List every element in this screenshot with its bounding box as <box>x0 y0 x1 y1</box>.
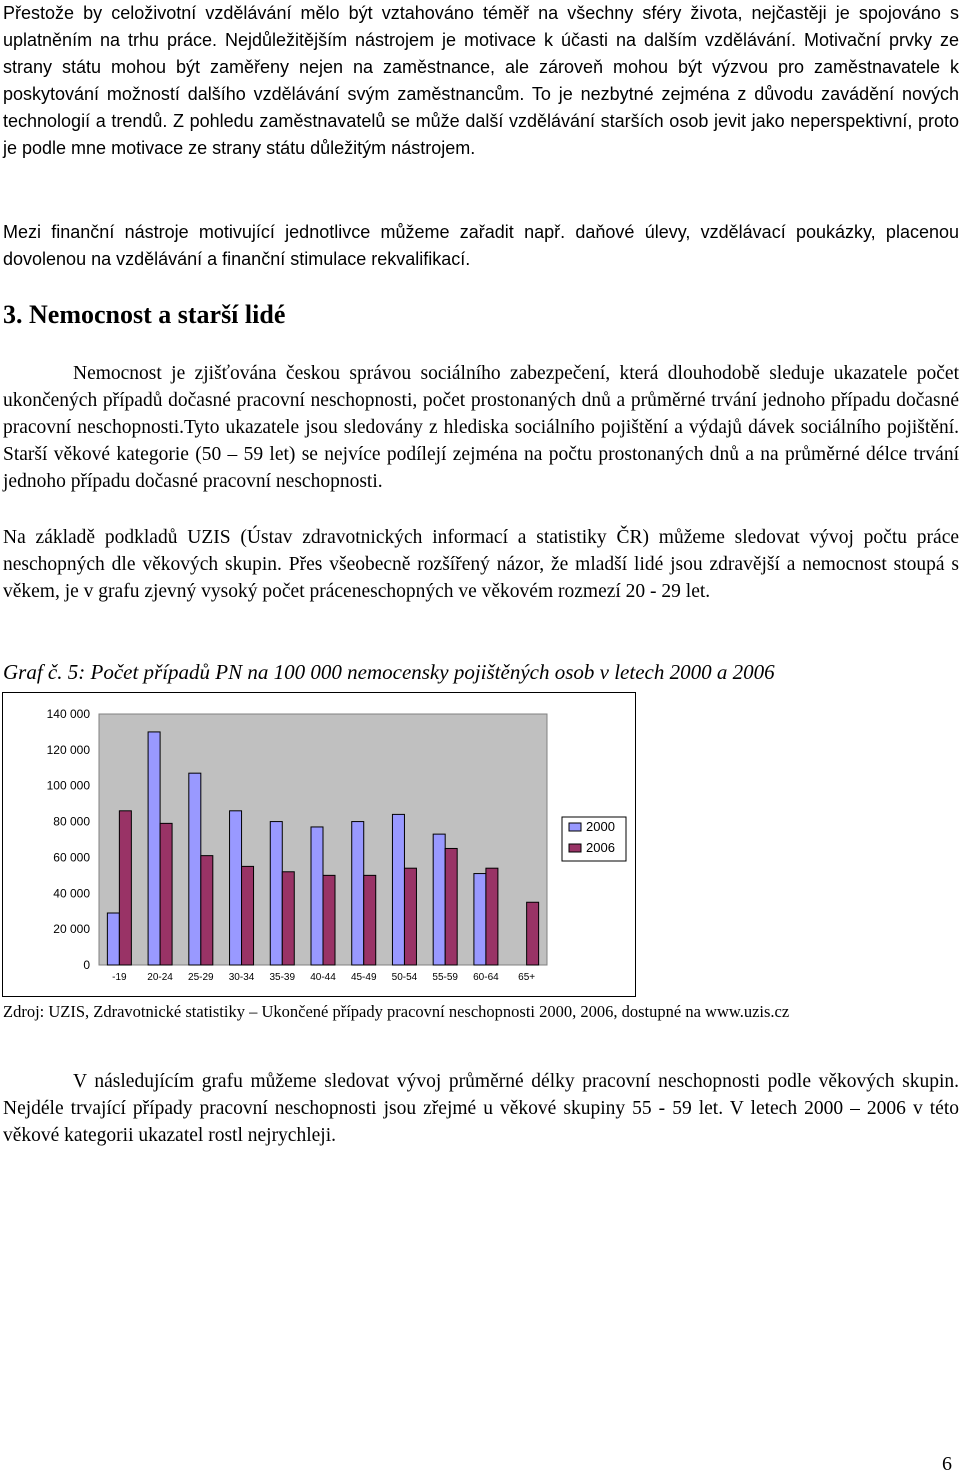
x-tick-label: -19 <box>112 972 127 983</box>
intro-paragraph: Přestože by celoživotní vzdělávání mělo být vztahováno téměř na všechny sféry života, nejčastěji je spojováno s uplatněním na trhu práce. Nejdůležitějším nástrojem je motivace k účasti na dalším vzdělávání. Motivační prvky ze strany státu mohou být zaměřeny nejen na zaměstnance, ale zároveň mohou být výzvou pro zaměstnavatele k poskytování možností dalšího vzdělávání svým zaměstnancům. To je nezbytné zejména z důvodu zavádění nových technologií a trendů. Z pohledu zaměstnavatelů se může další vzdělávání starších osob jevit jako neperspektivní, proto je podle mne motivace ze strany státu důležitým nástrojem. <box>3 3 959 158</box>
bar-2006-55-59 <box>445 848 457 965</box>
x-tick-label: 45-49 <box>350 972 377 983</box>
x-tick-label: 65+ <box>518 972 536 983</box>
page-number: 6 <box>942 1453 952 1475</box>
x-tick-label: 30-34 <box>228 972 255 983</box>
bar-2000-50-54 <box>392 814 404 965</box>
x-tick-label: 55-59 <box>432 972 458 983</box>
y-tick-label: 120 000 <box>46 742 90 757</box>
y-tick-label: 0 <box>83 958 90 972</box>
bar-2000-30-34 <box>230 811 242 965</box>
bar-2006-65+ <box>527 902 539 965</box>
x-tick-label: 25-29 <box>188 972 214 983</box>
figure-caption: Graf č. 5: Počet případů PN na 100 000 nemocensky pojištěných osob v letech 2000 a 2006 <box>3 660 775 684</box>
bar-2000-40-44 <box>311 827 323 965</box>
y-tick-label: 80 000 <box>53 814 90 829</box>
y-tick-label: 40 000 <box>53 886 90 901</box>
bar-chart <box>2 692 636 997</box>
bar-2000-60-64 <box>474 874 486 965</box>
y-tick-label: 140 000 <box>46 707 90 721</box>
bar-2000-55-59 <box>433 834 445 965</box>
next-graph-paragraph: V následujícím grafu můžeme sledovat vývoj průměrné délky pracovní neschopnosti podle věkových skupin. Nejdéle trvající případy pracovní neschopnosti jsou zřejmé u věkové skupiny 55 - 59 let. V letech 2000 – 2006 v této věkové kategorii ukazatel rostl nejrychleji. <box>3 1071 959 1146</box>
financial-tools-paragraph: Mezi finanční nástroje motivující jednotlivce můžeme zařadit např. daňové úlevy, vzdělávací poukázky, placenou dovolenou na vzdělávání a finanční stimulace rekvalifikací. <box>3 222 959 269</box>
y-tick-label: 20 000 <box>53 922 90 937</box>
x-tick-label: 35-39 <box>269 972 296 983</box>
bar-2006-35-39 <box>282 872 294 965</box>
x-tick-label: 60-64 <box>473 972 499 983</box>
bar-2006-30-34 <box>242 866 254 965</box>
x-tick-label: 50-54 <box>391 972 418 983</box>
illness-paragraph: Nemocnost je zjišťována českou správou sociálního zabezpečení, která dlouhodobě sleduje ukazatele počet ukončených případů dočasné pracovní neschopnosti, počet prostonaných dnů a průměrné trvání jednoho případu dočasné pracovní neschopnosti.Tyto ukazatele jsou sledovány z hlediska sociálního pojištění a výdajů dávek sociálního pojištění. Starší věkové kategorie (50 – 59 let) se nejvíce podílejí zejména na počtu prostonaných dnů a na průměrné délce trvání jednoho případu dočasné pracovní neschopnosti. <box>3 363 959 492</box>
bar-2000-35-39 <box>270 822 282 965</box>
bar-2000-20-24 <box>148 732 160 965</box>
x-tick-label: 40-44 <box>310 972 336 983</box>
x-tick-label: 20-24 <box>147 972 173 983</box>
bar-2006-20-24 <box>160 823 172 965</box>
bar-2006-40-44 <box>323 875 335 965</box>
y-tick-label: 100 000 <box>46 778 90 793</box>
bar-2000--19 <box>107 913 119 965</box>
uzis-paragraph: Na základě podkladů UZIS (Ústav zdravotnických informací a statistiky ČR) můžeme sledovat vývoj počtu práce neschopných dle věkových skupin. Přes všeobecně rozšířený názor, že mladší lidé jsou zdravější a nemocnost stoupá s věkem, je v grafu zjevný vysoký počet práceneschopných ve věkovém rozmezí 20 - 29 let. <box>3 527 959 602</box>
legend-label-2000: 2000 <box>586 819 615 834</box>
legend-label-2006: 2006 <box>586 840 615 855</box>
bar-2006-60-64 <box>486 868 498 965</box>
source-note: Zdroj: UZIS, Zdravotnické statistiky – Ukončené případy pracovní neschopnosti 2000, 2006, dostupné na www.uzis.cz <box>3 1002 790 1021</box>
bar-2006-50-54 <box>404 868 416 965</box>
bar-2006-25-29 <box>201 856 213 965</box>
bar-2006-45-49 <box>364 875 376 965</box>
bar-2000-45-49 <box>352 822 364 965</box>
y-tick-label: 60 000 <box>53 850 90 865</box>
bar-2006--19 <box>119 811 131 965</box>
bar-2000-25-29 <box>189 773 201 965</box>
legend-swatch-2006 <box>569 844 581 852</box>
legend-swatch-2000 <box>569 823 581 831</box>
section-heading: 3. Nemocnost a starší lidé <box>3 300 286 329</box>
